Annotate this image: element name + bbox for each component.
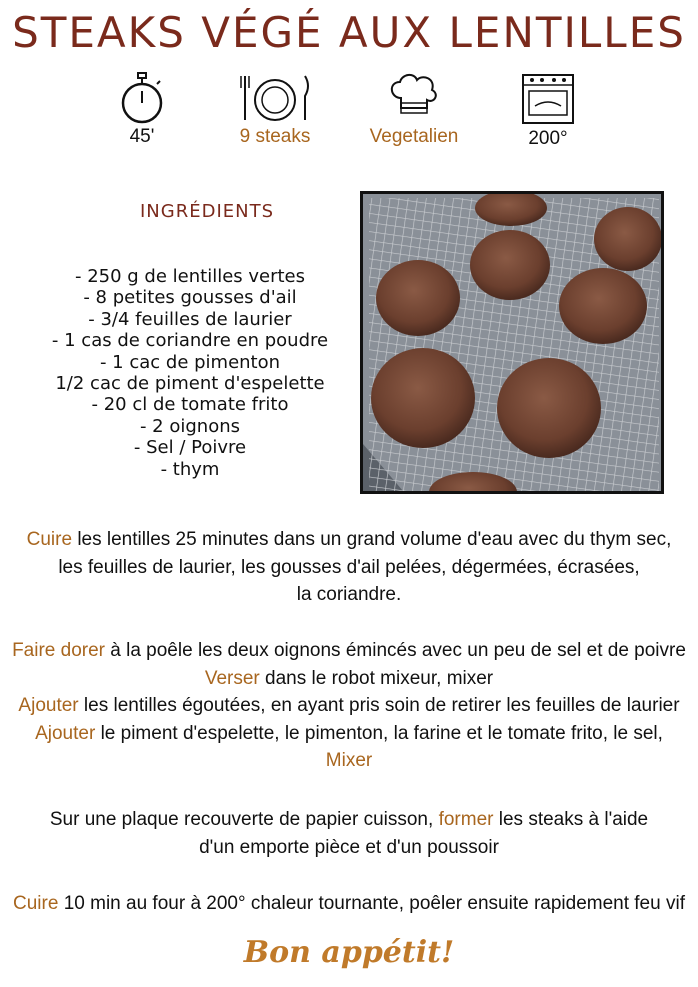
step-verb: Ajouter bbox=[35, 722, 96, 744]
step-verb: Faire dorer bbox=[12, 640, 105, 661]
step-verb: Cuire bbox=[26, 529, 73, 550]
step-text: dans le robot mixeur, mixer bbox=[259, 667, 494, 689]
time-info bbox=[97, 72, 187, 148]
servings-label: 9 steaks bbox=[239, 126, 311, 147]
step-text: le piment d'espelette, le pimenton, la farine et le tomate frito, le sel, bbox=[95, 722, 663, 744]
ingredients-list bbox=[35, 266, 345, 480]
step-text: à la poêle les deux oignons émincés avec un peu de sel et de poivre bbox=[104, 640, 686, 661]
step-brown-onions bbox=[0, 637, 698, 775]
list-item: - 1 cas de coriandre en poudre bbox=[51, 330, 329, 352]
oven-info bbox=[503, 72, 593, 150]
recipe-title: STEAKS VÉGÉ AUX LENTILLES bbox=[12, 8, 686, 57]
list-item: - 3/4 feuilles de laurier bbox=[88, 308, 292, 330]
step-text: 10 min au four à 200° chaleur tournante, poêler ensuite rapidement feu vif bbox=[58, 893, 685, 914]
stopwatch-icon bbox=[117, 72, 167, 124]
list-item: - thym bbox=[160, 458, 220, 480]
step-text: Sur une plaque recouverte de papier cuisson, bbox=[49, 809, 439, 830]
step-verb: Ajouter bbox=[18, 695, 79, 716]
step-text: les steaks à l'aide bbox=[493, 809, 649, 830]
time-label: 45' bbox=[129, 126, 155, 147]
step-text: les lentilles égoutées, en ayant pris soin de retirer les feuilles de laurier bbox=[78, 695, 680, 716]
plate-cutlery-icon bbox=[235, 72, 315, 124]
oven-icon bbox=[520, 72, 576, 126]
steaks-photo bbox=[360, 191, 664, 494]
step-verb: Cuire bbox=[13, 893, 59, 914]
list-item: - 20 cl de tomate frito bbox=[91, 394, 289, 416]
list-item: - Sel / Poivre bbox=[133, 437, 247, 459]
step-bake bbox=[0, 890, 698, 918]
list-item: - 1 cac de pimenton bbox=[99, 351, 281, 373]
list-item: 1/2 cac de piment d'espelette bbox=[55, 373, 325, 395]
step-text: d'un emporte pièce et d'un poussoir bbox=[199, 836, 499, 858]
steaks-illustration bbox=[363, 194, 661, 491]
step-text: les lentilles 25 minutes dans un grand volume d'eau avec du thym sec, bbox=[72, 529, 672, 550]
servings-info bbox=[230, 72, 320, 148]
step-text: les feuilles de laurier, les gousses d'ail pelées, dégermées, écrasées, bbox=[58, 556, 640, 578]
step-form-steaks bbox=[0, 806, 698, 861]
list-item: - 250 g de lentilles vertes bbox=[74, 266, 306, 287]
step-verb: Verser bbox=[204, 667, 260, 689]
diet-info bbox=[369, 72, 459, 148]
step-cook-lentils bbox=[0, 526, 698, 609]
list-item: - 2 oignons bbox=[139, 415, 241, 437]
diet-label: Vegetalien bbox=[369, 126, 459, 147]
ingredients-heading: INGRÉDIENTS bbox=[140, 201, 275, 222]
step-verb: Mixer bbox=[325, 750, 373, 771]
closing-text: Bon appétit! bbox=[243, 935, 455, 970]
step-text: la coriandre. bbox=[296, 584, 402, 605]
chef-hat-icon bbox=[384, 72, 444, 124]
temperature-label: 200° bbox=[528, 128, 568, 149]
list-item: - 8 petites gousses d'ail bbox=[83, 287, 297, 309]
step-verb: former bbox=[438, 809, 494, 830]
